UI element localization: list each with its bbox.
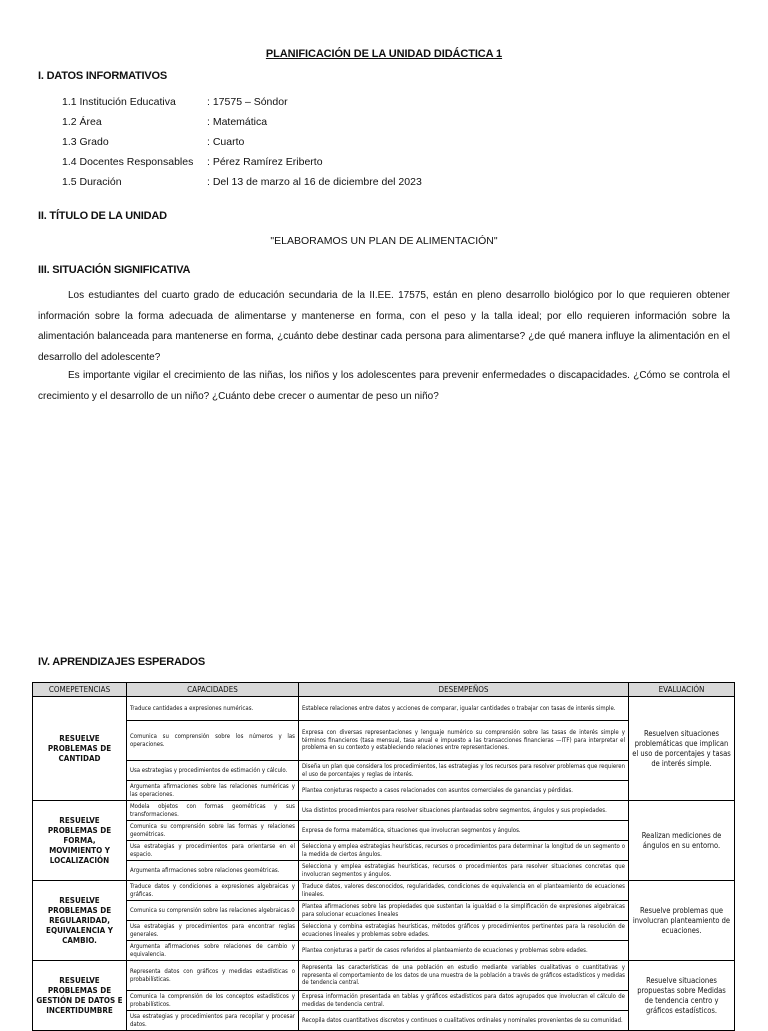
desempeno-cell: Plantea conjeturas a partir de casos referidos al planteamiento de ecuaciones y problemas sobre edades.: [299, 941, 629, 961]
section-1-heading: I. DATOS INFORMATIVOS: [38, 70, 168, 82]
capacidad-cell: Usa estrategias y procedimientos para orientarse en el espacio.: [127, 841, 299, 861]
info-value: : Pérez Ramírez Eriberto: [207, 156, 323, 168]
info-label: 1.3 Grado: [62, 136, 109, 148]
competencia-cell: RESUELVE PROBLEMAS DE REGULARIDAD, EQUIVALENCIA Y CAMBIO.: [33, 881, 127, 961]
competencia-cell: RESUELVE PROBLEMAS DE CANTIDAD: [33, 697, 127, 801]
info-row: [62, 115, 422, 135]
header-competencias: COMEPETENCIAS: [33, 683, 127, 697]
capacidad-cell: Comunica la comprensión de los conceptos estadísticos y probabilísticos.: [127, 991, 299, 1011]
capacidad-cell: Usa estrategias y procedimientos para recopilar y procesar datos.: [127, 1011, 299, 1031]
table-row: [33, 881, 735, 901]
evaluacion-cell: Resuelven situaciones problemáticas que implican el uso de porcentajes y tasas de interés simple.: [629, 697, 735, 801]
desempeno-cell: Representa las características de una población en estudio mediante variables cualitativas o cuantitativas y representa el comportamiento de los datos de una muestra de la población a través de gráficos estadísticos y medidas de tendencia central.: [299, 961, 629, 991]
page-title: PLANIFICACIÓN DE LA UNIDAD DIDÁCTICA 1: [265, 48, 503, 60]
header-capacidades: CAPACIDADES: [127, 683, 299, 697]
table-row: [33, 801, 735, 821]
desempeno-cell: Selecciona y combina estrategias heurísticas, métodos gráficos y procedimientos pertinentes para la resolución de ecuaciones lineales y problemas sobre edades.: [299, 921, 629, 941]
info-label: 1.4 Docentes Responsables: [62, 156, 194, 168]
desempeno-cell: Expresa información presentada en tablas y gráficos estadísticos para datos agrupados que involucran el cálculo de medidas de tendencia central.: [299, 991, 629, 1011]
info-row: [62, 135, 422, 155]
evaluacion-cell: Resuelve problemas que involucran planteamiento de ecuaciones.: [629, 881, 735, 961]
capacidad-cell: Traduce cantidades a expresiones numéricas.: [127, 697, 299, 721]
info-row: [62, 175, 422, 195]
info-label: 1.1 Institución Educativa: [62, 96, 176, 108]
unit-title: "ELABORAMOS UN PLAN DE ALIMENTACIÓN": [270, 235, 498, 247]
info-value: : Cuarto: [207, 136, 245, 148]
evaluacion-cell: Resuelve situaciones propuestas sobre Medidas de tendencia centro y gráficos estadísticos.: [629, 961, 735, 1031]
learning-table: [32, 682, 735, 1031]
table-header-row: [33, 683, 735, 697]
info-value: : Matemática: [207, 116, 268, 128]
desempeno-cell: Usa distintos procedimientos para resolver situaciones planteadas sobre segmentos, ángulos y sus propiedades.: [299, 801, 629, 821]
capacidad-cell: Usa estrategias y procedimientos de estimación y cálculo.: [127, 761, 299, 781]
desempeno-cell: Plantea conjeturas respecto a casos relacionados con asuntos comerciales de ganancias y pérdidas.: [299, 781, 629, 801]
situation-paragraph-2: Es importante vigilar el crecimiento de las niñas, los niños y los adolescentes para prevenir enfermedades o discapacidades. ¿Cómo se controla el crecimiento y el desarrollo de un niño? ¿Cuánto debe crecer o aumentar de peso un niño?: [38, 370, 730, 402]
capacidad-cell: Argumenta afirmaciones sobre las relaciones numéricas y las operaciones.: [127, 781, 299, 801]
info-label: 1.5 Duración: [62, 176, 122, 188]
desempeno-cell: Plantea afirmaciones sobre las propiedades que sustentan la igualdad o la simplificación de expresiones algebraicas para solucionar ecuaciones lineales: [299, 901, 629, 921]
section-2-heading: II. TÍTULO DE LA UNIDAD: [38, 210, 167, 222]
capacidad-cell: Traduce datos y condiciones a expresiones algebraicas y gráficas.: [127, 881, 299, 901]
header-evaluacion: EVALUACIÓN: [629, 683, 735, 697]
info-value: : 17575 – Sóndor: [207, 96, 288, 108]
section-3-heading: III. SITUACIÓN SIGNIFICATIVA: [38, 264, 191, 276]
desempeno-cell: Selecciona y emplea estrategias heurísticas, recursos o procedimientos para determinar la longitud de un segmento o la medida de ciertos ángulos.: [299, 841, 629, 861]
table-row: [33, 961, 735, 991]
desempeno-cell: Establece relaciones entre datos y acciones de comparar, igualar cantidades o trabajar con tasas de interés simple.: [299, 697, 629, 721]
desempeno-cell: Expresa de forma matemática, situaciones que involucran segmentos y ángulos.: [299, 821, 629, 841]
situation-paragraph-1: Los estudiantes del cuarto grado de educación secundaria de la II.EE. 17575, están en pleno desarrollo biológico por lo que requieren obtener información sobre la forma adecuada de alimentarse y mantenerse en forma, con el peso y la talla ideal; por ello requieren información sobre la alimentación balanceada para mantenerse en forma, ¿cuánto debe destinar cada persona para alimentarse? ¿de qué manera influye la alimentación en el desarrollo del adolescente?: [38, 290, 730, 363]
capacidad-cell: Comunica su comprensión sobre las formas y relaciones geométricas.: [127, 821, 299, 841]
info-row: [62, 95, 422, 115]
capacidad-cell: Argumenta afirmaciones sobre relaciones de cambio y equivalencia.: [127, 941, 299, 961]
capacidad-cell: Comunica su comprensión sobre las relaciones algebraicas.0: [127, 901, 299, 921]
competencia-cell: RESUELVE PROBLEMAS DE FORMA, MOVIMIENTO Y LOCALIZACIÓN: [33, 801, 127, 881]
capacidad-cell: Argumenta afirmaciones sobre relaciones geométricas.: [127, 861, 299, 881]
header-desempenos: DESEMPEÑOS: [299, 683, 629, 697]
capacidad-cell: Comunica su comprensión sobre los números y las operaciones.: [127, 721, 299, 761]
competencia-cell: RESUELVE PROBLEMAS DE GESTIÓN DE DATOS E INCERTIDUMBRE: [33, 961, 127, 1031]
capacidad-cell: Representa datos con gráficos y medidas estadísticas o probabilísticas.: [127, 961, 299, 991]
table-row: [33, 697, 735, 721]
capacidad-cell: Modela objetos con formas geométricas y sus transformaciones.: [127, 801, 299, 821]
desempeno-cell: Recopila datos cuantitativos discretos y continuos o cualitativos ordinales y nominales provenientes de su comunidad.: [299, 1011, 629, 1031]
evaluacion-cell: Realizan mediciones de ángulos en su entorno.: [629, 801, 735, 881]
desempeno-cell: Diseña un plan que considera los procedimientos, las estrategias y los recursos para resolver problemas que requieren el uso de porcentajes y reglas de interés.: [299, 761, 629, 781]
capacidad-cell: Usa estrategias y procedimientos para encontrar reglas generales.: [127, 921, 299, 941]
section-4-heading: IV. APRENDIZAJES ESPERADOS: [38, 656, 205, 668]
desempeno-cell: Expresa con diversas representaciones y lenguaje numérico su comprensión sobre las tasas de interés simple y términos financieros (tasa mensual, tasa anual e impuesto a las transacciones financieras —ITF) para interpretar el problema en su contexto y estableciendo relaciones entre representaciones.: [299, 721, 629, 761]
desempeno-cell: Traduce datos, valores desconocidos, regularidades, condiciones de equivalencia en el planteamiento de ecuaciones lineales.: [299, 881, 629, 901]
info-list: [62, 95, 422, 195]
desempeno-cell: Selecciona y emplea estrategias heurísticas, recursos o procedimientos para resolver situaciones concretas que involucran segmentos y ángulos.: [299, 861, 629, 881]
info-label: 1.2 Área: [62, 116, 102, 128]
info-value: : Del 13 de marzo al 16 de diciembre del 2023: [207, 176, 422, 188]
info-row: [62, 155, 422, 175]
